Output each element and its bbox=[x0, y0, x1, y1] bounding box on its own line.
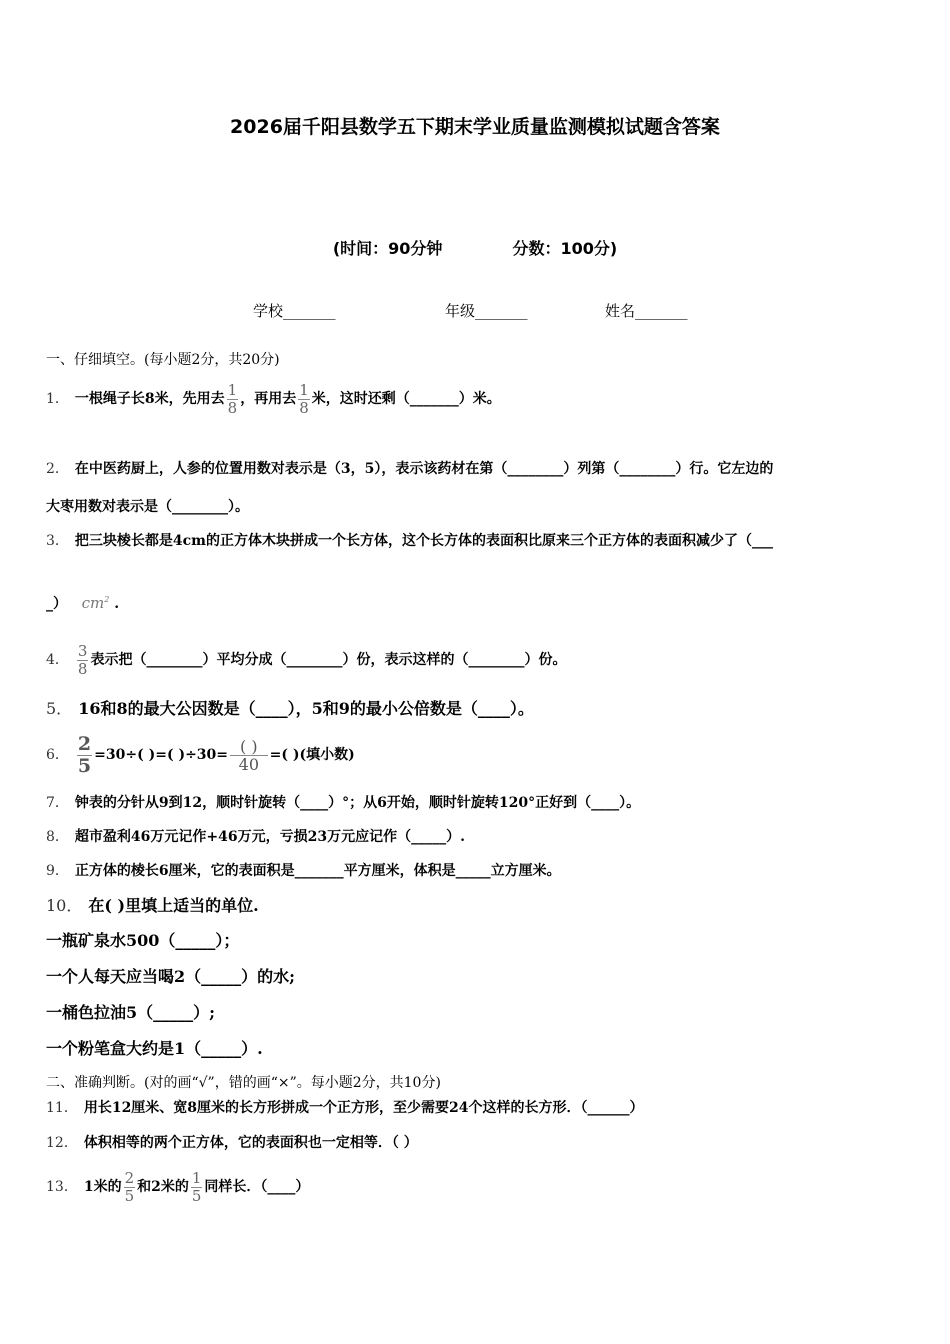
section-2-heading: 二、准确判断。(对的画“√”，错的画“×”。每小题2分，共10分) bbox=[46, 1075, 441, 1091]
question-9: 9． 正方体的棱长6厘米，它的表面积是_______平方厘米，体积是_____立方厘米。 bbox=[46, 863, 561, 879]
exam-score: 分数：100分) bbox=[512, 239, 618, 258]
section-1-heading: 一、仔细填空。(每小题2分，共20分) bbox=[46, 352, 280, 368]
question-3: 3． 把三块棱长都是4cm的正方体木块拼成一个长方体，这个长方体的表面积比原来三个正方体的表面积减少了（___ bbox=[46, 533, 773, 549]
exam-time: (时间：90分钟 bbox=[332, 239, 443, 258]
fraction: $\frac{( )}{40}$ bbox=[230, 738, 268, 773]
grade-field[interactable]: 年级_______ bbox=[445, 302, 528, 320]
fraction: $\frac{2}{5}$ bbox=[124, 1168, 135, 1205]
question-10: 10． 在( )里填上适当的单位. bbox=[46, 896, 259, 915]
question-1: 1． 一根绳子长8米，先用去 $\frac{1}{8}$ ，再用去 $\frac{1}{8}$ 米，这时还剩（_______）米。 bbox=[46, 380, 501, 417]
fraction: $\frac{1}{5}$ bbox=[191, 1168, 202, 1205]
question-7: 7． 钟表的分针从9到12，顺时针旋转（____）°；从6开始，顺时针旋转120°正好到（____）。 bbox=[46, 795, 641, 811]
school-field[interactable]: 学校_______ bbox=[253, 302, 336, 320]
question-10-item-2: 一个人每天应当喝2（_____）的水; bbox=[46, 967, 296, 986]
question-13: 13． 1米的 $\frac{2}{5}$ 和2米的 $\frac{1}{5}$ 同样长．（____） bbox=[46, 1168, 310, 1205]
fraction: $\frac{1}{8}$ bbox=[227, 380, 238, 417]
question-6: 6． $\frac{2}{5}$ =30÷( )=( )÷30= $\frac{( )}{40}$ =( )(填小数) bbox=[46, 732, 355, 777]
question-5: 5． 16和8的最大公因数是（____），5和9的最小公倍数是（____）。 bbox=[46, 699, 534, 718]
question-2: 2． 在中医药厨上，人参的位置用数对表示是（3，5），表示该药材在第（________）列第（________）行。它左边的 bbox=[46, 461, 774, 477]
fraction: $\frac{1}{8}$ bbox=[299, 380, 309, 417]
question-10-item-4: 一个粉笔盒大约是1（_____）. bbox=[46, 1039, 263, 1058]
question-8: 8． 超市盈利46万元记作+46万元，亏损23万元应记作（_____）. bbox=[46, 829, 465, 845]
question-2-line-2: 大枣用数对表示是（________）。 bbox=[46, 499, 249, 515]
exam-info bbox=[0, 236, 950, 259]
question-11: 11． 用长12厘米、宽8厘米的长方形拼成一个正方形，至少需要24个这样的长方形．（______） bbox=[46, 1100, 644, 1116]
question-10-item-3: 一桶色拉油5（_____）; bbox=[46, 1003, 216, 1022]
question-3-line-2: _） $cm^2$ . bbox=[46, 594, 120, 612]
unit-cm2: $cm^2$ bbox=[81, 594, 110, 612]
name-field[interactable]: 姓名_______ bbox=[605, 302, 688, 320]
question-12: 12． 体积相等的两个正方体，它的表面积也一定相等．（ ） bbox=[46, 1135, 418, 1151]
fraction: $\frac{2}{5}$ bbox=[77, 732, 92, 777]
fraction: $\frac{3}{8}$ bbox=[77, 641, 88, 678]
page-title: 2026届千阳县数学五下期末学业质量监测模拟试题含答案 bbox=[230, 116, 720, 138]
question-4: 4． $\frac{3}{8}$ 表示把（________）平均分成（________）份，表示这样的（________）份。 bbox=[46, 641, 567, 678]
question-10-item-1: 一瓶矿泉水500（_____）； bbox=[46, 931, 240, 950]
